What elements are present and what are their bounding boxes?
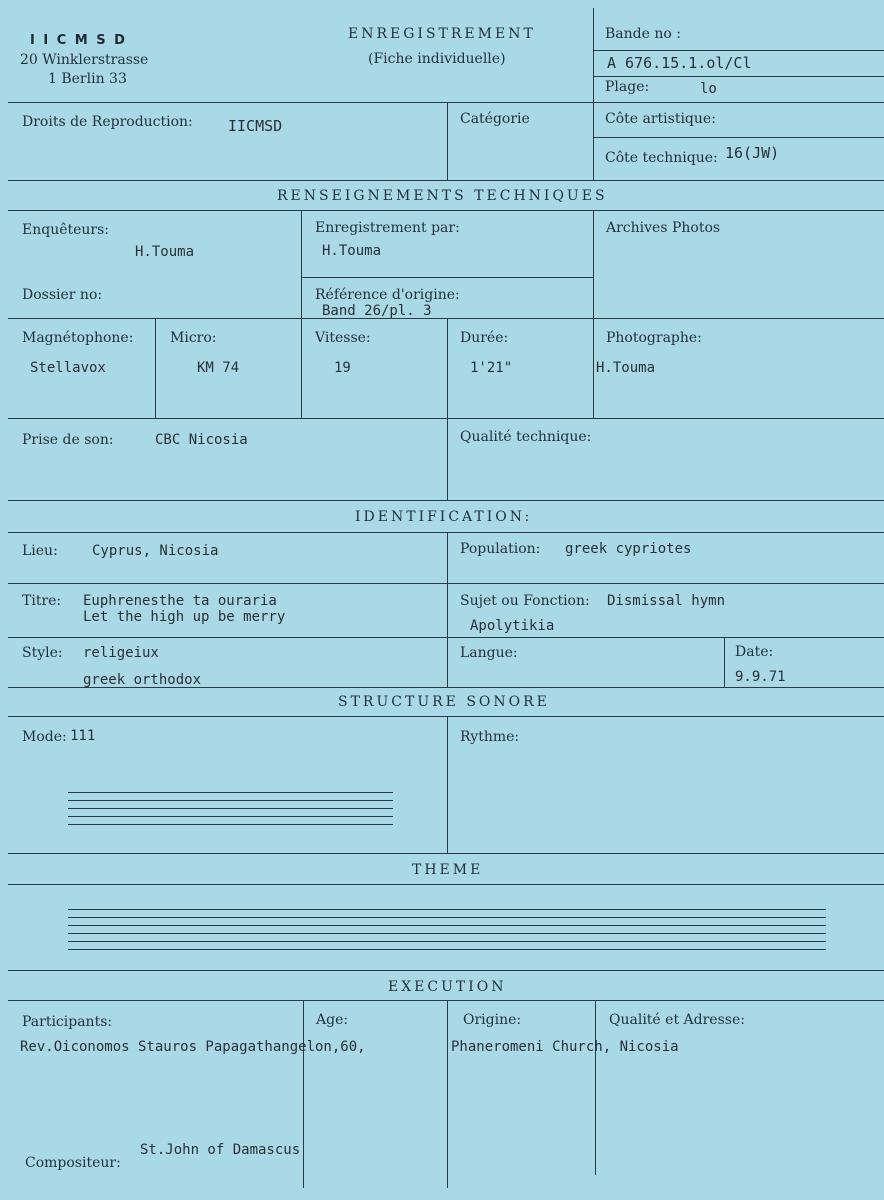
- droits-label: Droits de Reproduction:: [22, 114, 193, 130]
- bande-value: A 676.15.1.ol/Cl: [607, 54, 752, 72]
- compositeur-value: St.John of Damascus: [140, 1142, 301, 1158]
- divider: [8, 716, 884, 717]
- participant-row: Rev.Oiconomos Stauros Papagathangelon,60,: [20, 1039, 366, 1055]
- enregistrement-par-value: H.Touma: [322, 243, 382, 259]
- cote-technique-value: 16(JW): [725, 144, 780, 162]
- divider: [8, 210, 884, 211]
- titre-label: Titre:: [22, 593, 62, 609]
- mode-label: Mode:: [22, 729, 67, 745]
- qualite-adresse-label: Qualité et Adresse:: [609, 1012, 745, 1028]
- style-value-2: greek orthodox: [83, 672, 202, 688]
- divider: [447, 102, 448, 180]
- duree-label: Durée:: [460, 330, 509, 346]
- langue-label: Langue:: [460, 645, 518, 661]
- divider: [447, 532, 448, 687]
- staff-line: [68, 792, 393, 793]
- magnetophone-label: Magnétophone:: [22, 330, 134, 346]
- compositeur-label: Compositeur:: [25, 1155, 121, 1171]
- section-heading-execution: EXECUTION: [388, 979, 507, 995]
- photographe-value: H.Touma: [596, 360, 656, 376]
- divider: [593, 137, 884, 138]
- page-subtitle: (Fiche individuelle): [368, 51, 506, 67]
- staff-line: [68, 909, 826, 910]
- org-street: 20 Winklerstrasse: [20, 52, 149, 68]
- population-label: Population:: [460, 541, 541, 557]
- micro-value: KM 74: [197, 360, 240, 376]
- plage-value: lo: [700, 81, 717, 97]
- archives-label: Archives Photos: [606, 220, 721, 236]
- divider: [8, 418, 884, 419]
- droits-value: IICMSD: [228, 117, 283, 135]
- divider: [593, 210, 594, 418]
- cote-technique-label: Côte technique:: [605, 150, 718, 166]
- staff-line: [68, 925, 826, 926]
- divider: [301, 277, 593, 278]
- staff-line: [68, 808, 393, 809]
- divider: [724, 637, 725, 687]
- divider: [8, 637, 884, 638]
- lieu-value: Cyprus, Nicosia: [92, 543, 219, 559]
- section-heading-technical: RENSEIGNEMENTS TECHNIQUES: [277, 188, 608, 204]
- divider: [301, 210, 302, 418]
- divider: [8, 500, 884, 501]
- divider: [8, 583, 884, 584]
- qualite-label: Qualité technique:: [460, 429, 592, 445]
- divider: [447, 716, 448, 853]
- photographe-label: Photographe:: [606, 330, 702, 346]
- reference-label: Référence d'origine:: [315, 287, 460, 303]
- date-label: Date:: [735, 644, 774, 660]
- divider: [303, 1000, 304, 1188]
- section-heading-identification: IDENTIFICATION:: [355, 509, 533, 525]
- micro-label: Micro:: [170, 330, 217, 346]
- categorie-label: Catégorie: [460, 111, 530, 127]
- enregistrement-par-label: Enregistrement par:: [315, 220, 460, 236]
- origine-label: Origine:: [463, 1012, 522, 1028]
- divider: [8, 853, 884, 854]
- staff-line: [68, 917, 826, 918]
- section-heading-theme: THEME: [412, 862, 484, 878]
- mode-value: 111: [70, 728, 96, 744]
- sujet-value-2: Apolytikia: [470, 618, 555, 634]
- staff-line: [68, 816, 393, 817]
- style-label: Style:: [22, 645, 63, 661]
- dossier-label: Dossier no:: [22, 287, 103, 303]
- divider: [8, 970, 884, 971]
- divider: [593, 76, 884, 77]
- divider: [8, 318, 884, 319]
- org-city: 1 Berlin 33: [48, 71, 127, 87]
- titre-value-1: Euphrenesthe ta ouraria: [83, 593, 277, 609]
- divider: [593, 50, 884, 51]
- divider: [155, 318, 156, 418]
- reference-value: Band 26/pl. 3: [322, 303, 432, 319]
- rythme-label: Rythme:: [460, 729, 520, 745]
- org-name: I I C M S D: [30, 33, 127, 48]
- divider: [447, 318, 448, 418]
- staff-line: [68, 933, 826, 934]
- enqueteurs-value: H.Touma: [135, 244, 195, 260]
- staff-line: [68, 941, 826, 942]
- style-value-1: religeiux: [83, 645, 159, 661]
- divider: [8, 1000, 884, 1001]
- prise-value: CBC Nicosia: [155, 432, 248, 448]
- staff-line: [68, 800, 393, 801]
- staff-line: [68, 949, 826, 950]
- staff-line: [68, 824, 393, 825]
- divider: [593, 8, 594, 180]
- vitesse-label: Vitesse:: [315, 330, 371, 346]
- origine-value: Phaneromeni Church, Nicosia: [451, 1039, 679, 1055]
- lieu-label: Lieu:: [22, 543, 58, 559]
- sujet-label: Sujet ou Fonction:: [460, 593, 590, 609]
- titre-value-2: Let the high up be merry: [83, 609, 286, 625]
- population-value: greek cypriotes: [565, 541, 692, 557]
- enqueteurs-label: Enquêteurs:: [22, 222, 110, 238]
- age-label: Age:: [316, 1012, 349, 1028]
- divider: [595, 1000, 596, 1175]
- divider: [447, 418, 448, 500]
- sujet-value-1: Dismissal hymn: [607, 593, 726, 609]
- vitesse-value: 19: [334, 360, 351, 376]
- divider: [8, 102, 884, 103]
- date-value: 9.9.71: [735, 669, 786, 685]
- divider: [8, 532, 884, 533]
- plage-label: Plage:: [605, 79, 650, 95]
- divider: [8, 180, 884, 181]
- bande-label: Bande no :: [605, 26, 681, 42]
- participants-label: Participants:: [22, 1014, 113, 1030]
- magnetophone-value: Stellavox: [30, 360, 106, 376]
- cote-artistique-label: Côte artistique:: [605, 111, 716, 127]
- page-title: ENREGISTREMENT: [348, 26, 536, 42]
- divider: [8, 884, 884, 885]
- duree-value: 1'21": [470, 360, 513, 376]
- divider: [447, 1000, 448, 1188]
- section-heading-structure: STRUCTURE SONORE: [338, 694, 550, 710]
- prise-label: Prise de son:: [22, 432, 114, 448]
